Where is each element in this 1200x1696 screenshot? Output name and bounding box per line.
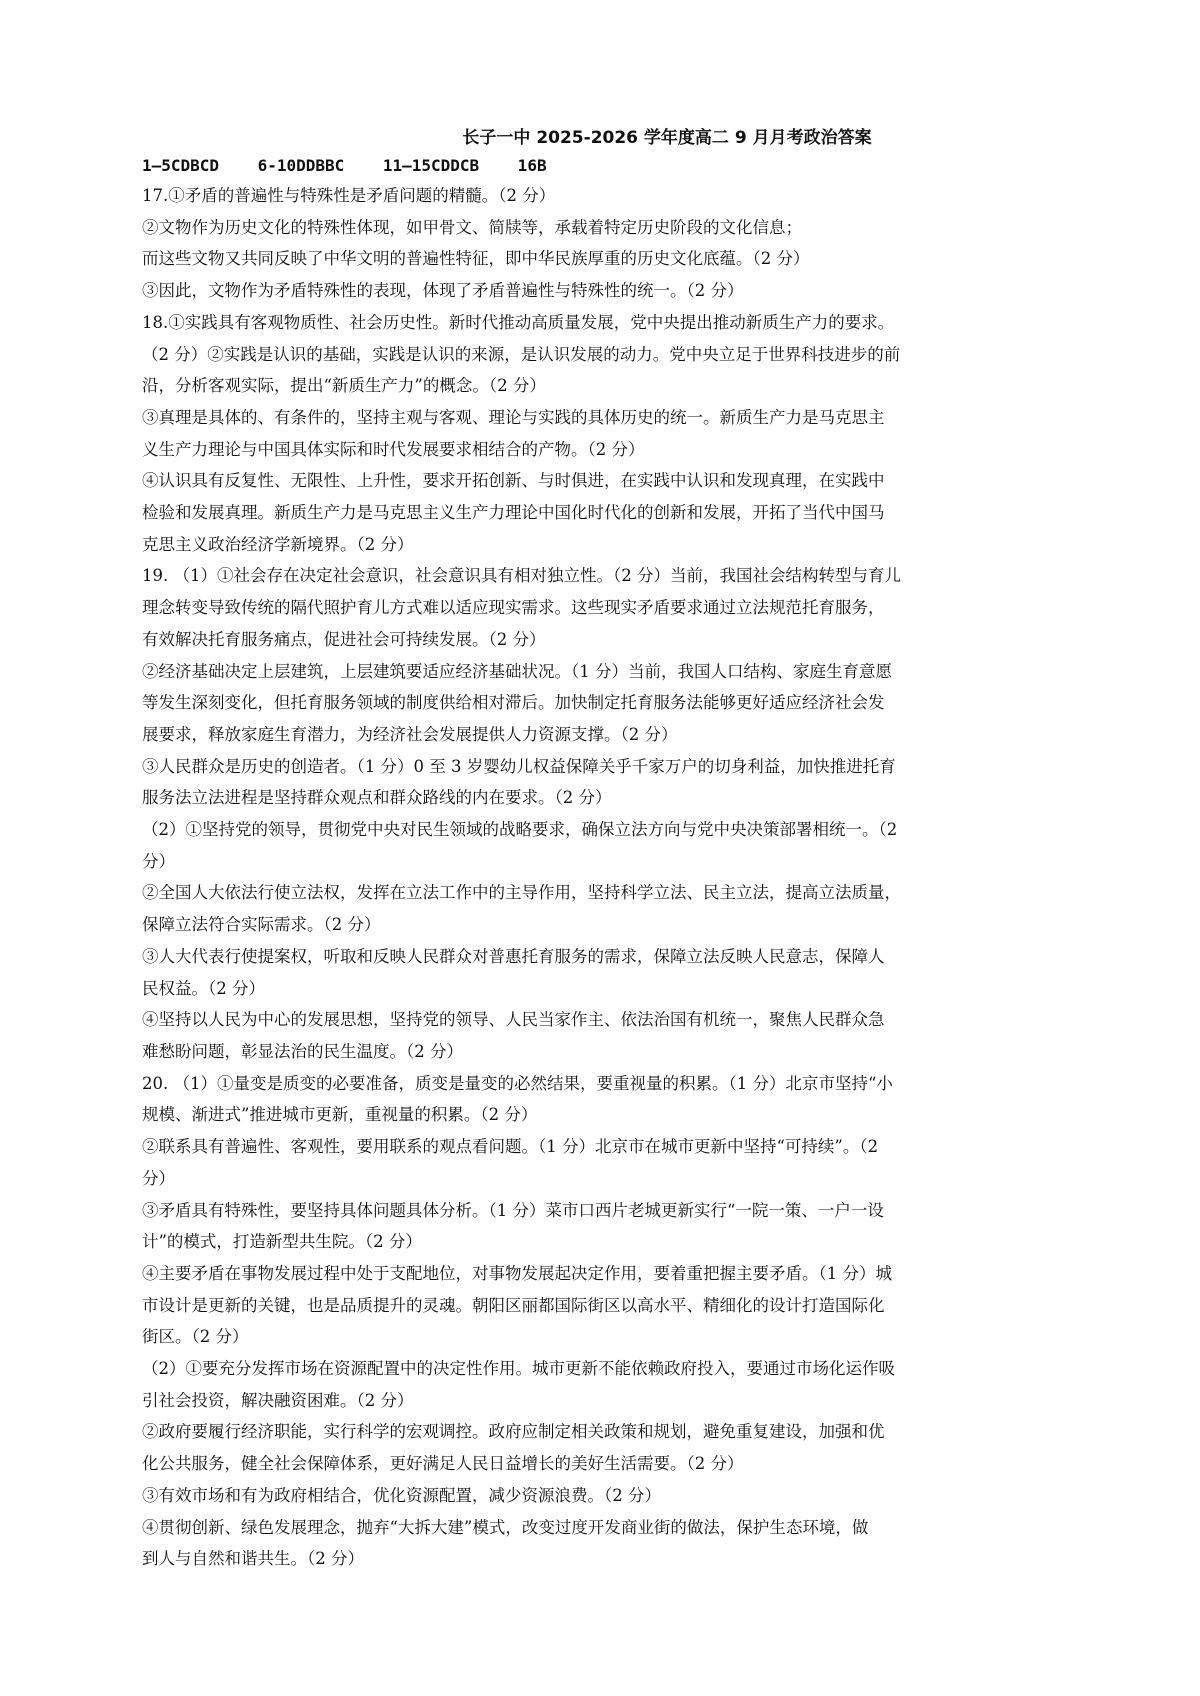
answer-line: 义生产力理论与中国具体实际和时代发展要求相结合的产物。（2 分）: [142, 439, 645, 459]
answer-line: ③人大代表行使提案权，听取和反映人民群众对普惠托育服务的需求，保障立法反映人民意志，保障人: [142, 946, 885, 966]
answer-line: 19. （1）①社会存在决定社会意识，社会意识具有相对独立性。（2 分）当前，我国社会结构转型与育儿: [142, 566, 901, 586]
answer-body: [142, 180, 1062, 1575]
answer-line: 难愁盼问题，彰显法治的民生温度。（2 分）: [142, 1041, 463, 1061]
answer-line: 市设计是更新的关键，也是品质提升的灵魂。朝阳区丽都国际街区以高水平、精细化的设计打造国际化: [142, 1295, 885, 1315]
answer-line: ②政府要履行经济职能，实行科学的宏观调控。政府应制定相关政策和规划，避免重复建设，加强和优: [142, 1422, 885, 1442]
answer-line: （2）①坚持党的领导，贯彻党中央对民生领域的战略要求，确保立法方向与党中央决策部署相统一。（2: [142, 820, 898, 840]
choice-answers: 1—5CDBCD 6-10DDBBC 11—15CDDCB 16B: [142, 156, 547, 175]
answer-line: ②文物作为历史文化的特殊性体现，如甲骨文、简牍等，承载着特定历史阶段的文化信息；: [142, 217, 802, 237]
answer-line: ②全国人大依法行使立法权，发挥在立法工作中的主导作用，坚持科学立法、民主立法，提高立法质量，: [142, 883, 901, 903]
answer-line: 服务法立法进程是坚持群众观点和群众路线的内在要求。（2 分）: [142, 788, 612, 808]
answer-line: 20. （1）①量变是质变的必要准备，质变是量变的必然结果，要重视量的积累。（1 分）北京市坚持“小: [142, 1073, 893, 1093]
answer-line: ③人民群众是历史的创造者。（1 分）0 至 3 岁婴幼儿权益保障关乎千家万户的切身利益，加快推进托育: [142, 756, 896, 776]
answer-line: ④贯彻创新、绿色发展理念，抛弃“大拆大建”模式，改变过度开发商业街的做法，保护生态环境，做: [142, 1517, 869, 1537]
answer-line: ③真理是具体的、有条件的，坚持主观与客观、理论与实践的具体历史的统一。新质生产力是马克思主: [142, 407, 885, 427]
answer-line: ④坚持以人民为中心的发展思想，坚持党的领导、人民当家作主、依法治国有机统一，聚焦人民群众急: [142, 1010, 885, 1030]
answer-line: 沿，分析客观实际，提出“新质生产力”的概念。（2 分）: [142, 376, 546, 396]
answer-line: 保障立法符合实际需求。（2 分）: [142, 915, 381, 935]
document-title: 长子一中 2025-2026 学年度高二 9 月月考政治答案: [462, 128, 872, 148]
answer-line: 等发生深刻变化，但托育服务领域的制度供给相对滞后。加快制定托育服务法能够更好适应经济社会发: [142, 693, 885, 713]
answer-line: 化公共服务，健全社会保障体系，更好满足人民日益增长的美好生活需要。（2 分）: [142, 1454, 744, 1474]
answer-line: 18.①实践具有客观物质性、社会历史性。新时代推动高质量发展，党中央提出推动新质生产力的要求。: [142, 312, 895, 332]
answer-line: ③矛盾具有特殊性，要坚持具体问题具体分析。（1 分）菜市口西片老城更新实行“一院一策、一户一设: [142, 1200, 884, 1220]
answer-line: 理念转变导致传统的隔代照护育儿方式难以适应现实需求。这些现实矛盾要求通过立法规范托育服务，: [142, 598, 885, 618]
answer-line: ④认识具有反复性、无限性、上升性，要求开拓创新、与时俱进，在实践中认识和发现真理，在实践中: [142, 471, 885, 491]
answer-line: 民权益。（2 分）: [142, 978, 265, 998]
answer-line: 分）: [142, 1168, 175, 1188]
answer-line: 检验和发展真理。新质生产力是马克思主义生产力理论中国化时代化的创新和发展，开拓了当代中国马: [142, 503, 885, 523]
answer-line: 17.①矛盾的普遍性与特殊性是矛盾问题的精髓。（2 分）: [142, 186, 556, 205]
answer-line: 计”的模式，打造新型共生院。（2 分）: [142, 1232, 422, 1252]
answer-line: ③因此，文物作为矛盾特殊性的表现，体现了矛盾普遍性与特殊性的统一。（2 分）: [142, 281, 744, 301]
answer-line: 展要求，释放家庭生育潜力，为经济社会发展提供人力资源支撑。（2 分）: [142, 724, 678, 744]
answer-line: ④主要矛盾在事物发展过程中处于支配地位，对事物发展起决定作用，要着重把握主要矛盾。（1 分）城: [142, 1263, 892, 1283]
answer-line: 而这些文物又共同反映了中华文明的普遍性特征，即中华民族厚重的历史文化底蕴。（2 分）: [142, 249, 810, 269]
answer-line: ②经济基础决定上层建筑，上层建筑要适应经济基础状况。（1 分）当前，我国人口结构、家庭生育意愿: [142, 661, 892, 681]
answer-line: 克思主义政治经济学新境界。（2 分）: [142, 534, 414, 554]
answer-line: 有效解决托育服务痛点，促进社会可持续发展。（2 分）: [142, 629, 546, 649]
answer-line: （2 分）②实践是认识的基础，实践是认识的来源，是认识发展的动力。党中央立足于世界科技进步的前: [142, 344, 901, 364]
answer-line: （2）①要充分发挥市场在资源配置中的决定性作用。城市更新不能依赖政府投入，要通过市场化运作吸: [142, 1359, 895, 1379]
answer-line: ②联系具有普遍性、客观性，要用联系的观点看问题。（1 分）北京市在城市更新中坚持“可持续”。（2: [142, 1137, 879, 1157]
answer-line: 分）: [142, 851, 175, 871]
answer-line: 到人与自然和谐共生。（2 分）: [142, 1549, 364, 1569]
answer-line: ③有效市场和有为政府相结合，优化资源配置，减少资源浪费。（2 分）: [142, 1485, 661, 1505]
answer-line: 街区。（2 分）: [142, 1327, 249, 1347]
answer-line: 引社会投资，解决融资困难。（2 分）: [142, 1390, 414, 1410]
answer-line: 规模、渐进式”推进城市更新，重视量的积累。（2 分）: [142, 1105, 538, 1125]
answer-document: [142, 124, 1062, 1575]
